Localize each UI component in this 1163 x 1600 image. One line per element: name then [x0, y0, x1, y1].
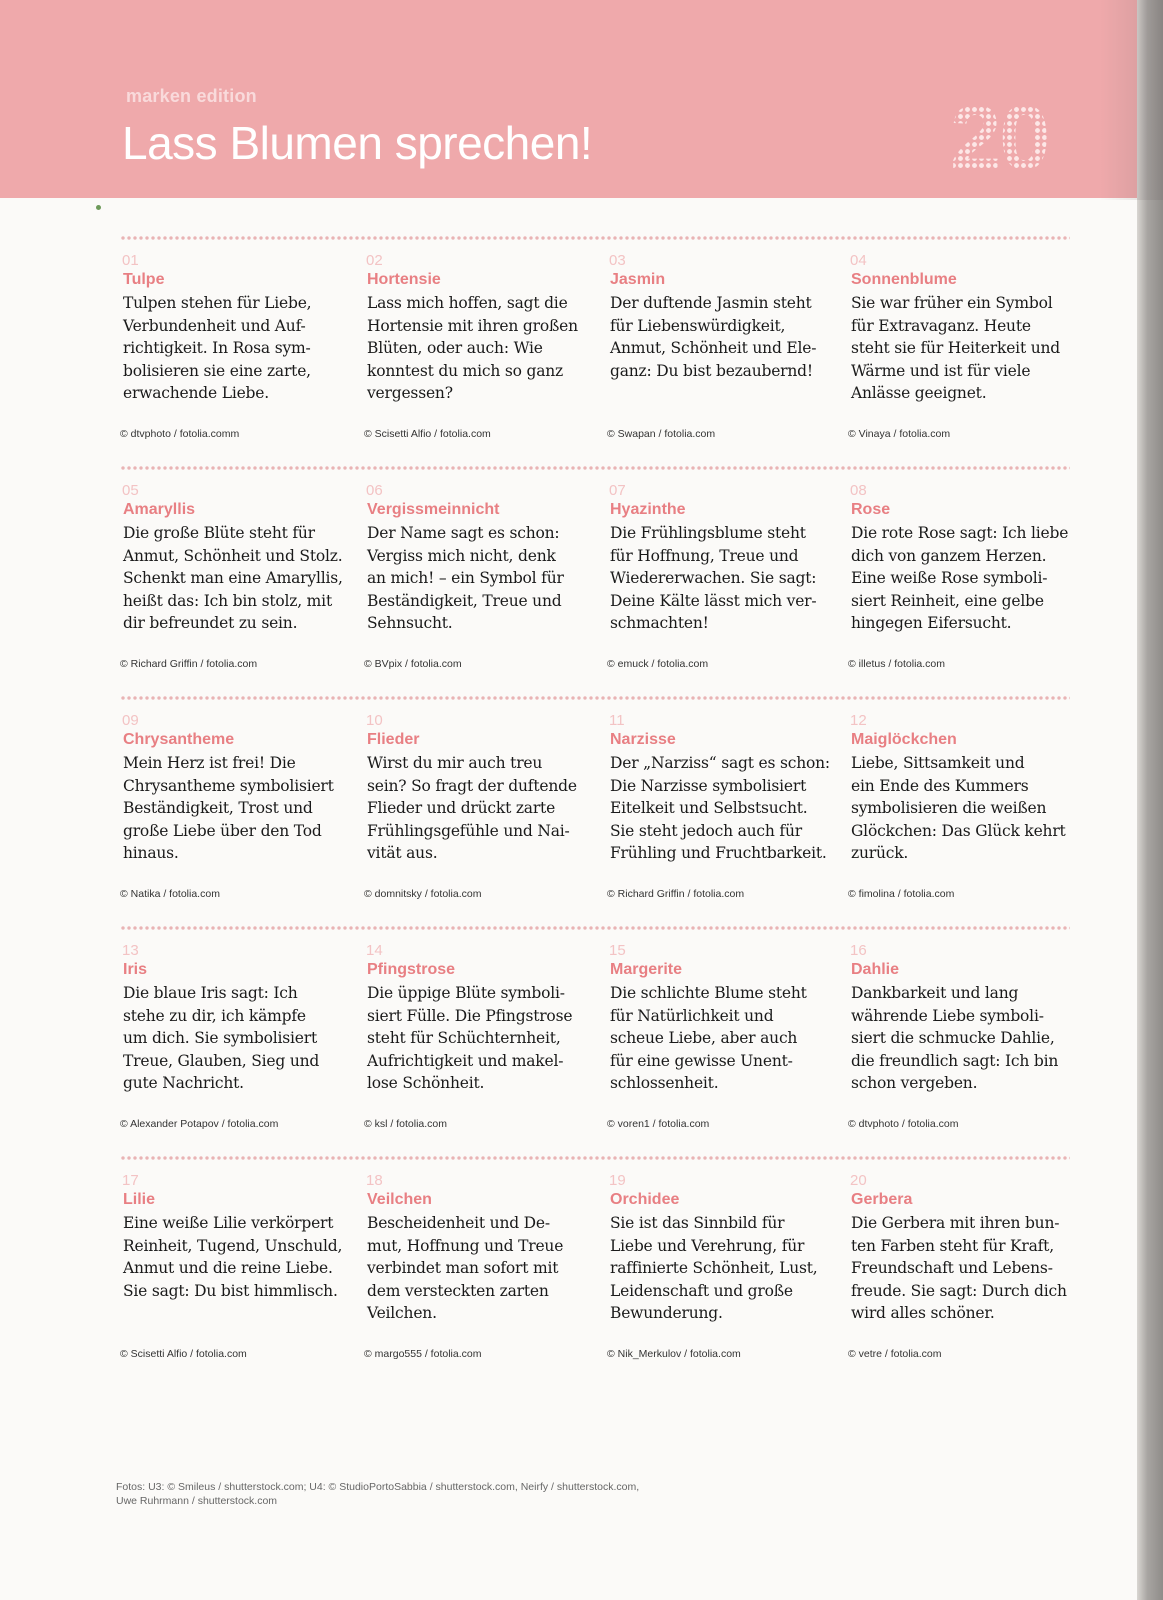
entry-number: 18: [366, 1172, 383, 1189]
photo-credit: © vetre / fotolia.com: [848, 1348, 942, 1360]
description-line: Wiedererwachen. Sie sagt:: [610, 569, 817, 587]
entry-number: 08: [850, 482, 867, 499]
photo-credits-footer: [116, 1480, 816, 1508]
description-line: scheue Liebe, aber auch: [610, 1029, 798, 1047]
flower-description: [610, 292, 839, 382]
photo-credit: © Scisetti Alfio / fotolia.com: [120, 1348, 247, 1360]
entry-number: 19: [609, 1172, 626, 1189]
description-line: Der Name sagt es schon:: [367, 524, 560, 542]
flower-description: [610, 1212, 839, 1325]
speck-mark: [96, 205, 101, 210]
page-edge: [1137, 0, 1163, 1600]
flower-row: [120, 236, 1070, 466]
description-line: dem versteckten zarten: [367, 1281, 549, 1300]
description-line: dich von ganzem Herzen.: [851, 546, 1047, 565]
description-line: wird alles schöner.: [851, 1304, 995, 1322]
description-line: Veilchen.: [367, 1304, 437, 1322]
description-line: siert Reinheit, eine gelbe: [851, 591, 1044, 610]
description-line: Tulpen stehen für Liebe,: [123, 294, 312, 312]
description-line: Die große Blüte steht für: [123, 524, 315, 542]
photo-credit: © Nik_Merkulov / fotolia.com: [607, 1348, 741, 1360]
description-line: Frühlingsgefühle und Nai-: [367, 821, 570, 840]
entry-number: 02: [366, 252, 383, 269]
flower-description: [851, 1212, 1080, 1325]
flower-row: [120, 466, 1070, 696]
description-line: Liebe und Verehrung, für: [610, 1236, 805, 1255]
description-line: heißt das: Ich bin stolz, mit: [123, 591, 332, 610]
description-line: Sie steht jedoch auch für: [610, 821, 802, 840]
flower-entry: [364, 482, 596, 692]
description-line: Dankbarkeit und lang: [851, 984, 1019, 1002]
flower-description: [367, 752, 596, 865]
description-line: ten Farben steht für Kraft,: [851, 1236, 1054, 1255]
description-line: Beständigkeit, Trost und: [123, 799, 313, 817]
description-line: Anmut, Schönheit und Ele-: [610, 339, 817, 357]
description-line: konntest du mich so ganz: [367, 361, 564, 380]
description-line: Der duftende Jasmin steht: [610, 294, 812, 312]
description-line: steht für Schüchternheit,: [367, 1029, 561, 1047]
dotted-separator: [120, 1156, 1070, 1160]
number-badge: 20: [950, 87, 1049, 189]
description-line: hinaus.: [123, 844, 179, 862]
description-line: für Liebenswürdigkeit,: [610, 316, 786, 335]
description-line: bolisieren sie eine zarte,: [123, 361, 311, 380]
flower-name: Margerite: [610, 961, 683, 978]
flower-entry: [120, 1172, 352, 1382]
description-line: Sie war früher ein Symbol: [851, 294, 1053, 312]
description-line: währende Liebe symboli-: [851, 1006, 1044, 1025]
description-line: für Extravaganz. Heute: [851, 316, 1031, 335]
photo-credit: © Alexander Potapov / fotolia.com: [120, 1118, 279, 1130]
description-line: Liebe, Sittsamkeit und: [851, 754, 1025, 772]
photo-credit: © Natika / fotolia.com: [120, 888, 220, 900]
description-line: große Liebe über den Tod: [123, 821, 322, 840]
description-line: Anlässe geeignet.: [851, 384, 987, 402]
description-line: symbolisieren die weißen: [851, 799, 1047, 817]
page-edge-shadow: [1100, 0, 1163, 200]
description-line: Lass mich hoffen, sagt die: [367, 294, 568, 312]
entry-number: 13: [122, 942, 139, 959]
description-line: Beständigkeit, Treue und: [367, 591, 562, 610]
description-line: Eine weiße Lilie verkörpert: [123, 1214, 334, 1232]
flower-name: Hortensie: [367, 271, 441, 288]
flower-name: Flieder: [367, 731, 420, 748]
flower-entry: [607, 712, 839, 922]
dotted-separator: [120, 236, 1070, 240]
entry-number: 04: [850, 252, 867, 269]
flower-name: Sonnenblume: [851, 271, 957, 288]
description-line: Die Gerbera mit ihren bun-: [851, 1214, 1060, 1232]
description-line: Flieder und drückt zarte: [367, 799, 556, 817]
entry-number: 16: [850, 942, 867, 959]
flower-row: [120, 926, 1070, 1156]
flower-description: [367, 522, 596, 635]
footer-line-2: Uwe Ruhrmann / shutterstock.com: [116, 1495, 278, 1507]
entry-number: 05: [122, 482, 139, 499]
dotted-separator: [120, 696, 1070, 700]
description-line: steht sie für Heiterkeit und: [851, 339, 1060, 357]
photo-credit: © ksl / fotolia.com: [364, 1118, 448, 1130]
photo-credit: © domnitsky / fotolia.com: [364, 888, 482, 900]
entry-number: 15: [609, 942, 626, 959]
description-line: vergessen?: [367, 384, 453, 402]
flower-name: Dahlie: [851, 961, 900, 978]
description-line: Sehnsucht.: [367, 614, 453, 632]
description-line: raffinierte Schönheit, Lust,: [610, 1259, 818, 1277]
entry-number: 10: [366, 712, 383, 729]
description-line: richtigkeit. In Rosa sym-: [123, 339, 311, 357]
description-line: ein Ende des Kummers: [851, 776, 1029, 795]
description-line: für eine gewisse Unent-: [610, 1051, 793, 1070]
description-line: Sie ist das Sinnbild für: [610, 1214, 785, 1232]
description-line: Die Narzisse symbolisiert: [610, 776, 807, 795]
flower-description: [123, 1212, 352, 1302]
entry-number: 07: [609, 482, 626, 499]
description-line: siert Fülle. Die Pfingstrose: [367, 1006, 573, 1025]
photo-credit: © fimolina / fotolia.com: [848, 888, 955, 900]
flower-name: Tulpe: [123, 271, 165, 288]
description-line: Wärme und ist für viele: [851, 361, 1031, 380]
flower-name: Maiglöckchen: [851, 731, 957, 748]
dotted-separator: [120, 926, 1070, 930]
flower-entry: [607, 252, 839, 462]
flower-description: [851, 752, 1080, 865]
photo-credit: © margo555 / fotolia.com: [364, 1348, 482, 1360]
flower-name: Veilchen: [367, 1191, 432, 1208]
description-line: schon vergeben.: [851, 1074, 978, 1092]
photo-credit: © Vinaya / fotolia.com: [848, 428, 951, 440]
flower-description: [367, 292, 596, 405]
flower-description: [851, 522, 1080, 635]
photo-credit: © emuck / fotolia.com: [607, 658, 709, 670]
description-line: lose Schönheit.: [367, 1074, 485, 1092]
description-line: gute Nachricht.: [123, 1074, 244, 1092]
description-line: Eitelkeit und Selbstsucht.: [610, 799, 808, 817]
description-line: an mich! – ein Symbol für: [367, 569, 564, 587]
description-line: Blüten, oder auch: Wie: [367, 339, 543, 357]
flower-name: Orchidee: [610, 1191, 680, 1208]
description-line: Die üppige Blüte symboli-: [367, 984, 565, 1002]
flower-grid: [120, 236, 1070, 1386]
description-line: für Hoffnung, Treue und: [610, 546, 799, 565]
flower-name: Narzisse: [610, 731, 676, 748]
flower-entry: [607, 942, 839, 1152]
description-line: Eine weiße Rose symboli-: [851, 569, 1048, 587]
description-line: zurück.: [851, 844, 909, 862]
photo-credit: © BVpix / fotolia.com: [364, 658, 462, 670]
flower-name: Gerbera: [851, 1191, 913, 1208]
footer-line-1: Fotos: U3: © Smileus / shutterstock.com; U4: © StudioPortoSabbia / shutterstock.com, Neirfy / shutterstock.com,: [116, 1481, 640, 1493]
description-line: Deine Kälte lässt mich ver-: [610, 591, 817, 610]
flower-description: [123, 982, 352, 1095]
flower-entry: [364, 1172, 596, 1382]
flower-entry: [848, 482, 1080, 692]
flower-description: [610, 522, 839, 635]
flower-description: [610, 982, 839, 1095]
flower-entry: [848, 942, 1080, 1152]
flower-name: Hyazinthe: [610, 501, 686, 518]
description-line: Freundschaft und Lebens-: [851, 1259, 1053, 1277]
flower-name: Chrysantheme: [123, 731, 235, 748]
photo-credit: © dtvphoto / fotolia.comm: [120, 428, 240, 440]
description-line: Schenkt man eine Amaryllis,: [123, 569, 343, 587]
photo-credit: © Richard Griffin / fotolia.com: [607, 888, 745, 900]
entry-number: 03: [609, 252, 626, 269]
description-line: Aufrichtigkeit und makel-: [367, 1051, 564, 1070]
photo-credit: © illetus / fotolia.com: [848, 658, 946, 670]
flower-name: Vergissmeinnicht: [367, 501, 500, 518]
description-line: Die Frühlingsblume steht: [610, 524, 806, 542]
flower-entry: [364, 942, 596, 1152]
description-line: dir befreundet zu sein.: [123, 614, 298, 632]
description-line: Hortensie mit ihren großen: [367, 316, 578, 335]
description-line: Die blaue Iris sagt: Ich: [123, 984, 298, 1002]
flower-description: [851, 982, 1080, 1095]
flower-entry: [120, 482, 352, 692]
description-line: Die schlichte Blume steht: [610, 984, 807, 1002]
photo-credit: © Richard Griffin / fotolia.com: [120, 658, 258, 670]
flower-name: Iris: [123, 961, 148, 978]
description-line: Verbundenheit und Auf-: [123, 316, 306, 335]
flower-entry: [848, 1172, 1080, 1382]
description-line: Mein Herz ist frei! Die: [123, 754, 296, 772]
edition-label: marken edition: [126, 86, 257, 106]
flower-entry: [364, 712, 596, 922]
flower-name: Pfingstrose: [367, 961, 456, 978]
description-line: Sie sagt: Du bist himmlisch.: [123, 1281, 338, 1300]
description-line: verbindet man sofort mit: [367, 1259, 559, 1277]
flower-description: [123, 292, 352, 405]
header-banner: [0, 0, 1137, 198]
description-line: Anmut und die reine Liebe.: [123, 1259, 333, 1277]
description-line: Frühling und Fruchtbarkeit.: [610, 844, 827, 862]
entry-number: 12: [850, 712, 867, 729]
description-line: siert die schmucke Dahlie,: [851, 1029, 1055, 1047]
flower-name: Rose: [851, 501, 891, 518]
flower-entry: [848, 252, 1080, 462]
description-line: die freundlich sagt: Ich bin: [851, 1051, 1059, 1070]
flower-entry: [120, 252, 352, 462]
entry-number: 14: [366, 942, 383, 959]
flower-entry: [364, 252, 596, 462]
flower-description: [367, 1212, 596, 1325]
photo-credit: © dtvphoto / fotolia.com: [848, 1118, 959, 1130]
photo-credit: © Swapan / fotolia.com: [607, 428, 716, 440]
description-line: Treue, Glauben, Sieg und: [123, 1051, 320, 1070]
description-line: Reinheit, Tugend, Unschuld,: [123, 1236, 343, 1255]
photo-credit: © voren1 / fotolia.com: [607, 1118, 710, 1130]
flower-entry: [120, 942, 352, 1152]
description-line: Chrysantheme symbolisiert: [123, 776, 334, 795]
description-line: schlossenheit.: [610, 1074, 719, 1092]
entry-number: 09: [122, 712, 139, 729]
entry-number: 01: [122, 252, 139, 269]
description-line: Bewunderung.: [610, 1304, 723, 1322]
description-line: Die rote Rose sagt: Ich liebe: [851, 524, 1069, 542]
flower-entry: [607, 482, 839, 692]
entry-number: 11: [609, 712, 625, 729]
flower-row: [120, 1156, 1070, 1386]
page-title: Lass Blumen sprechen!: [122, 117, 593, 169]
flower-description: [123, 522, 352, 635]
flower-description: [610, 752, 839, 865]
description-line: Bescheidenheit und De-: [367, 1214, 550, 1232]
description-line: erwachende Liebe.: [123, 384, 269, 402]
description-line: vität aus.: [367, 844, 438, 862]
description-line: Anmut, Schönheit und Stolz.: [123, 546, 343, 565]
photo-credit: © Scisetti Alfio / fotolia.com: [364, 428, 491, 440]
description-line: Vergiss mich nicht, denk: [367, 546, 556, 565]
description-line: Glöckchen: Das Glück kehrt: [851, 821, 1066, 840]
entry-number: 17: [122, 1172, 139, 1189]
flower-description: [123, 752, 352, 865]
description-line: ganz: Du bist bezaubernd!: [610, 361, 813, 380]
flower-description: [851, 292, 1080, 405]
flower-entry: [848, 712, 1080, 922]
description-line: Der „Narziss“ sagt es schon:: [610, 754, 830, 772]
dotted-separator: [120, 466, 1070, 470]
flower-name: Amaryllis: [123, 501, 196, 518]
description-line: hingegen Eifersucht.: [851, 614, 1012, 632]
description-line: mut, Hoffnung und Treue: [367, 1236, 564, 1255]
description-line: für Natürlichkeit und: [610, 1006, 774, 1025]
description-line: freude. Sie sagt: Durch dich: [851, 1281, 1067, 1300]
flower-name: Lilie: [123, 1191, 156, 1208]
flower-name: Jasmin: [610, 271, 666, 288]
entry-number: 20: [850, 1172, 867, 1189]
description-line: sein? So fragt der duftende: [367, 776, 577, 795]
description-line: stehe zu dir, ich kämpfe: [123, 1006, 306, 1025]
entry-number: 06: [366, 482, 383, 499]
flower-entry: [120, 712, 352, 922]
flower-description: [367, 982, 596, 1095]
description-line: Wirst du mir auch treu: [367, 754, 543, 772]
flower-entry: [607, 1172, 839, 1382]
description-line: schmachten!: [610, 614, 709, 632]
description-line: Leidenschaft und große: [610, 1281, 793, 1300]
flower-row: [120, 696, 1070, 926]
description-line: um dich. Sie symbolisiert: [123, 1029, 317, 1047]
